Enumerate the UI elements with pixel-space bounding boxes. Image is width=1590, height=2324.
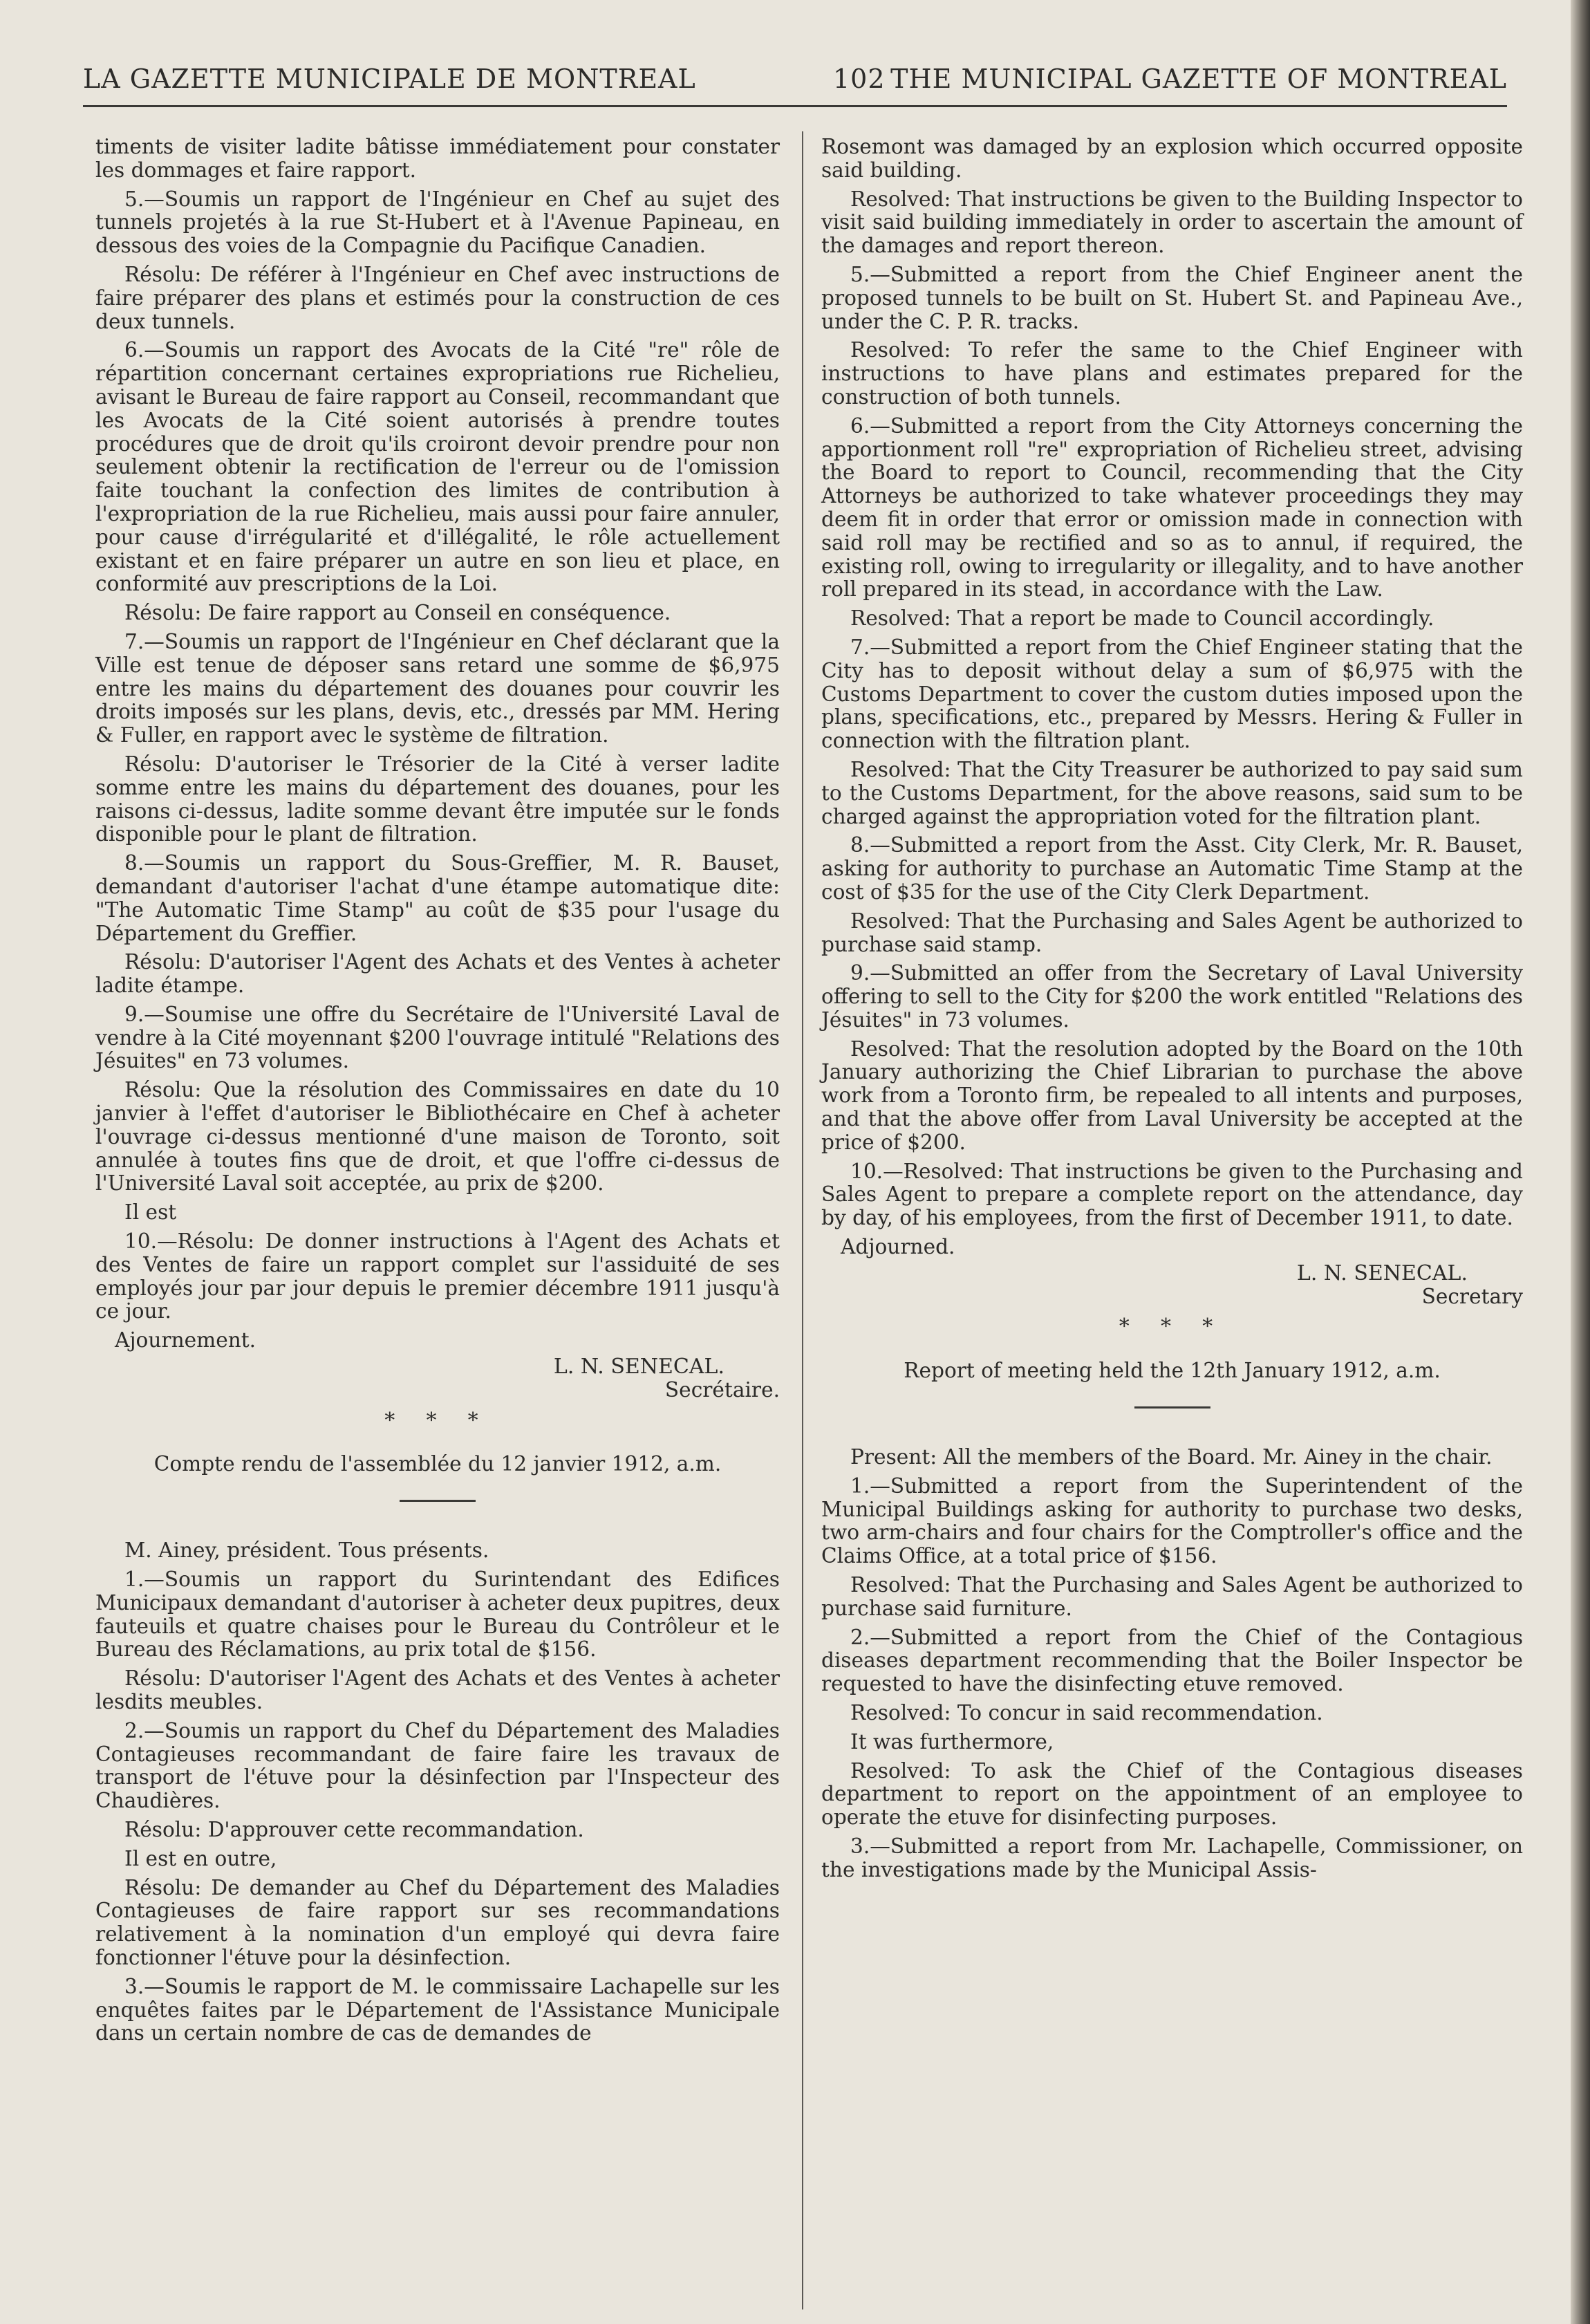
header-english-title: THE MUNICIPAL GAZETTE OF MONTREAL (890, 64, 1507, 94)
paragraph: Résolu: Que la résolution des Commissaires en date du 10 janvier à l'effet d'autoriser le Bibliothécaire en Chef à acheter l'ouvrage ci-dessus mentionné d'une maison de Toronto, soit annulée à toutes fins que de droit, et que l'offre ci-dessus de l'Université Laval soit acceptée, au prix de $200. (95, 1078, 780, 1196)
paragraph: 1.—Soumis un rapport du Surintendant des Edifices Municipaux demandant d'autoriser à acheter deux pupitres, deux fauteuils et quatre chaises pour le Bureau du Contrôleur et le Bureau des Réclamations, au prix total de $156. (95, 1568, 780, 1662)
page-header (83, 64, 1507, 98)
section-separator: * * * (384, 1408, 491, 1432)
paragraph: 7.—Soumis un rapport de l'Ingénieur en Chef déclarant que la Ville est tenue de déposer sans retard une somme de $6,975 entre les mains du département des douanes pour couvrir les droits imposés sur les plans, devis, etc., dressés par MM. Hering & Fuller, en rapport avec le système de filtration. (95, 629, 780, 747)
paragraph: Résolu: D'autoriser l'Agent des Achats et des Ventes à acheter lesdits meubles. (95, 1666, 780, 1714)
paragraph: 7.—Submitted a report from the Chief Engineer stating that the City has to deposit without delay a sum of $6,975 with the Customs Department to cover the custom duties imposed upon the plans, specifications, etc., prepared by Messrs. Hering & Fuller in connection with the filtration plant. (821, 635, 1523, 753)
paragraph: 3.—Soumis le rapport de M. le commissaire Lachapelle sur les enquêtes faites par le Département de l'Assistance Municipale dans un certain nombre de cas de demandes de (95, 1974, 780, 2045)
paragraph: Resolved: That a report be made to Council accordingly. (850, 606, 1434, 631)
short-rule (1134, 1406, 1210, 1409)
paragraph: 2.—Submitted a report from the Chief of the Contagious diseases department recommending that the Boiler Inspector be requested to have the disinfecting etuve removed. (821, 1625, 1523, 1696)
paragraph: 8.—Submitted a report from the Asst. City Clerk, Mr. R. Bauset, asking for authority to purchase an Automatic Time Stamp at the cost of $35 for the use of the City Clerk Department. (821, 833, 1523, 904)
paragraph: Résolu: De référer à l'Ingénieur en Chef avec instructions de faire préparer des plans et estimés pour la construction de ces deux tunnels. (95, 262, 780, 333)
paragraph: Il est (124, 1200, 177, 1225)
section-separator: * * * (1119, 1314, 1226, 1339)
adjourned-label: Ajournement. (115, 1328, 256, 1352)
paragraph: 10.—Résolu: De donner instructions à l'Agent des Achats et des Ventes de faire un rapport complet sur l'assiduité de ses employés jour par jour depuis le premier décembre 1911 jusqu'à ce jour. (95, 1229, 780, 1323)
paragraph: Resolved: That the Purchasing and Sales Agent be authorized to purchase said furniture. (821, 1573, 1523, 1620)
paragraph: Resolved: To concur in said recommendation. (850, 1701, 1323, 1725)
paragraph: Resolved: That the Purchasing and Sales Agent be authorized to purchase said stamp. (821, 909, 1523, 956)
signature-name: L. N. SENECAL. (1296, 1261, 1468, 1285)
paragraph: Résolu: De faire rapport au Conseil en conséquence. (124, 601, 671, 625)
paragraph: Résolu: D'autoriser l'Agent des Achats et des Ventes à acheter ladite étampe. (95, 950, 780, 998)
paragraph: Resolved: That the City Treasurer be authorized to pay said sum to the Customs Department, for the above reasons, said sum to be charged against the appropriation voted for the filtration plant. (821, 757, 1523, 828)
paragraph: Résolu: D'autoriser le Trésorier de la Cité à verser ladite somme entre les mains du département des douanes, pour les raisons ci-dessus, ladite somme devant être imputée sur le fonds disponible pour le plant de filtration. (95, 752, 780, 846)
meeting-heading: Report of meeting held the 12th January 1912, a.m. (904, 1359, 1441, 1383)
signature-title: Secrétaire. (664, 1377, 780, 1402)
signature-name: L. N. SENECAL. (553, 1355, 724, 1379)
paragraph: Present: All the members of the Board. Mr. Ainey in the chair. (850, 1445, 1493, 1469)
column-divider (802, 131, 803, 2309)
paragraph: 6.—Submitted a report from the City Attorneys concerning the apportionment roll "re" expropriation of Richelieu street, advising the Board to report to Council, recommending that the City Attorneys be authorized to take whatever proceedings they may deem fit in order that error or omission made in connection with said roll may be rectified and so as to annul, if required, the existing roll, owing to irregularity or illegality, and to have another roll prepared in its stead, in accordance with the Law. (821, 413, 1523, 602)
paragraph: M. Ainey, président. Tous présents. (124, 1539, 489, 1563)
english-column (821, 136, 1523, 1888)
paragraph: Résolu: De demander au Chef du Département des Maladies Contagieuses de faire rapport sur ses recommandations relativement à la nomination d'un employé qui devra faire fonctionner l'étuve pour la désinfection. (95, 1875, 780, 1969)
paragraph: timents de visiter ladite bâtisse immédiatement pour constater les dommages et faire rapport. (95, 135, 780, 182)
paragraph: 8.—Soumis un rapport du Sous-Greffier, M. R. Bauset, demandant d'autoriser l'achat d'une étampe automatique dite: "The Automatic Time Stamp" au coût de $35 pour l'usage du Département du Greffier. (95, 851, 780, 945)
paragraph: Rosemont was damaged by an explosion which occurred opposite said building. (821, 135, 1523, 182)
paragraph: Resolved: To ask the Chief of the Contagious diseases department to report on the appointment of an employee to operate the etuve for disinfecting purposes. (821, 1758, 1523, 1830)
short-rule (400, 1500, 476, 1502)
paragraph: Resolved: That instructions be given to the Building Inspector to visit said building immediately in order to ascertain the amount of the damages and report thereon. (821, 187, 1523, 258)
paragraph: 9.—Soumise une offre du Secrétaire de l'Université Laval de vendre à la Cité moyennant $200 l'ouvrage intitulé "Relations des Jésuites" en 73 volumes. (95, 1002, 780, 1073)
page-edge-shadow (1571, 0, 1590, 2324)
paragraph: 1.—Submitted a report from the Superintendent of the Municipal Buildings asking for authority to purchase two desks, two arm-chairs and four chairs for the Comptroller's office and the Claims Office, at a total price of $156. (821, 1474, 1523, 1568)
adjourned-label: Adjourned. (841, 1235, 955, 1259)
page-number: 102 (833, 64, 886, 94)
paragraph: Résolu: D'approuver cette recommandation. (124, 1818, 584, 1841)
paragraph: 6.—Soumis un rapport des Avocats de la Cité "re" rôle de répartition concernant certaines expropriations rue Richelieu, avisant le Bureau de faire rapport au Conseil, recommandant que les Avocats de la Cité soient autorisés à prendre toutes procédures que de droit qu'ils croiront devoir prendre pour non seulement obtenir la rectification de l'erreur ou de l'omission faite touchant la confection des limites de contribution à l'expropriation de la rue Richelieu, mais aussi pour faire annuler, pour cause d'irrégularité et d'illégalité, le rôle actuellement existant et en faire préparer un autre en son lieu et place, en conformité auv prescriptions de la Loi. (95, 338, 780, 596)
paragraph: Il est en outre, (124, 1846, 277, 1870)
signature-title: Secretary (1421, 1284, 1523, 1308)
paragraph: 3.—Submitted a report from Mr. Lachapelle, Commissioner, on the investigations made by the Municipal Assis- (821, 1834, 1523, 1881)
paragraph: Resolved: That the resolution adopted by the Board on the 10th January authorizing the Chief Librarian to purchase the above work from a Toronto firm, be repealed to all intents and purposes, and that the above offer from Laval University be accepted at the price of $200. (821, 1036, 1523, 1154)
paragraph: 2.—Soumis un rapport du Chef du Département des Maladies Contagieuses recommandant de faire faire les travaux de transport de l'étuve pour la désinfection par l'Inspecteur des Chaudières. (95, 1718, 780, 1813)
paragraph: Resolved: To refer the same to the Chief Engineer with instructions to have plans and estimates prepared for the construction of both tunnels. (821, 338, 1523, 409)
paragraph: 5.—Soumis un rapport de l'Ingénieur en Chef au sujet des tunnels projetés à la rue St-Hubert et à l'Avenue Papineau, en dessous des voies de la Compagnie du Pacifique Canadien. (95, 187, 780, 258)
paragraph: It was furthermore, (850, 1729, 1054, 1754)
header-french-title: LA GAZETTE MUNICIPALE DE MONTREAL (83, 64, 696, 94)
paragraph: 10.—Resolved: That instructions be given to the Purchasing and Sales Agent to prepare a complete report on the attendance, day by day, of his employees, from the first of December 1911, to date. (821, 1159, 1523, 1230)
french-column (95, 136, 780, 2051)
paragraph: 5.—Submitted a report from the Chief Engineer anent the proposed tunnels to be built on St. Hubert St. and Papineau Ave., under the C. P. R. tracks. (821, 262, 1523, 333)
paragraph: 9.—Submitted an offer from the Secretary of Laval University offering to sell to the City for $200 the work entitled "Relations des Jésuites" in 73 volumes. (821, 961, 1523, 1032)
header-rule (83, 105, 1507, 107)
meeting-heading: Compte rendu de l'assemblée du 12 janvier 1912, a.m. (153, 1452, 722, 1476)
